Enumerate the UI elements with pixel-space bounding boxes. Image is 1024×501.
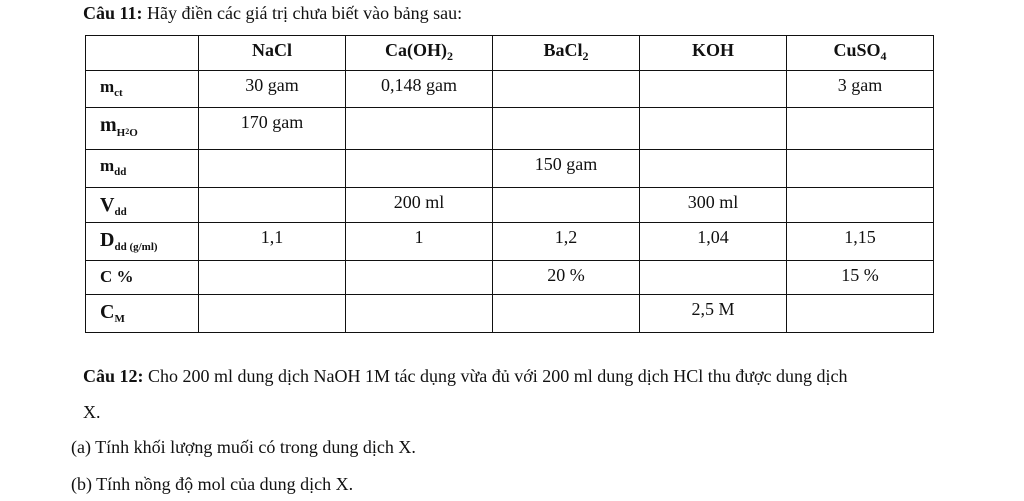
- row-label-mh2o: $m_H2_O$: [86, 108, 199, 150]
- table-cell: [493, 295, 640, 333]
- data-table: [85, 35, 934, 333]
- table-cell: [199, 150, 346, 188]
- table-cell: 150 gam: [493, 150, 640, 188]
- table-cell: 2,5 M: [640, 295, 787, 333]
- table-cell: [787, 295, 934, 333]
- table-row: [86, 71, 934, 108]
- table-cell: [787, 188, 934, 223]
- question-12: [83, 366, 848, 387]
- header-row: [86, 36, 934, 71]
- table-cell: [640, 71, 787, 108]
- corner-cell: [86, 36, 199, 71]
- table-cell: 1,2: [493, 223, 640, 261]
- table-row: [86, 295, 934, 333]
- question-12-continuation: X.: [83, 402, 101, 422]
- table-row: [86, 223, 934, 261]
- table-cell: 30 gam: [199, 71, 346, 108]
- table-cell: [640, 108, 787, 150]
- header-cuso4: CuSO$_4$: [787, 36, 934, 71]
- question-11-label: Câu 11:: [83, 3, 143, 23]
- row-label-mdd: $m_{dd}$: [86, 150, 199, 188]
- table-cell: [346, 261, 493, 295]
- table-cell: 3 gam: [787, 71, 934, 108]
- table-cell: [199, 188, 346, 223]
- table-cell: [346, 150, 493, 188]
- question-12-part-b: (b) Tính nồng độ mol của dung dịch X.: [71, 474, 354, 494]
- table-cell: 1,15: [787, 223, 934, 261]
- table-cell: 170 gam: [199, 108, 346, 150]
- question-11: [83, 3, 462, 24]
- question-12-part-a: (a) Tính khối lượng muối có trong dung dịch X.: [71, 437, 416, 457]
- table-cell: [493, 108, 640, 150]
- header-nacl: NaCl: [199, 36, 346, 71]
- header-caoh2: $Ca(OH)_2$: [346, 36, 493, 71]
- table-cell: [493, 71, 640, 108]
- table-cell: 200 ml: [346, 188, 493, 223]
- table-cell: [493, 188, 640, 223]
- table-cell: [199, 295, 346, 333]
- table-cell: [640, 261, 787, 295]
- table-cell: 300 ml: [640, 188, 787, 223]
- row-label-vdd: $V_{dd}$: [86, 188, 199, 223]
- question-12-text: Cho 200 ml dung dịch NaOH 1M tác dụng vừa đủ với 200 ml dung dịch HCl thu được dung dịch: [148, 366, 848, 386]
- table-cell: 1,04: [640, 223, 787, 261]
- header-koh: KOH: [640, 36, 787, 71]
- table-cell: [346, 295, 493, 333]
- table-cell: 1,1: [199, 223, 346, 261]
- row-label-cm: $C_M$: [86, 295, 199, 333]
- question-12-label: Câu 12:: [83, 366, 144, 386]
- row-label-ddd: $D_{dd (g/ml)}$: [86, 223, 199, 261]
- table-cell: 0,148 gam: [346, 71, 493, 108]
- table-row: [86, 261, 934, 295]
- table-cell: 15 %: [787, 261, 934, 295]
- table-cell: [787, 150, 934, 188]
- row-label-mct: $m_{ct}$: [86, 71, 199, 108]
- row-label-c-percent: C %: [86, 261, 199, 295]
- table-cell: [640, 150, 787, 188]
- question-11-text: Hãy điền các giá trị chưa biết vào bảng sau:: [147, 3, 463, 23]
- table-cell: [199, 261, 346, 295]
- table-row: [86, 188, 934, 223]
- header-bacl2: BaCl$_2$: [493, 36, 640, 71]
- table-cell: 20 %: [493, 261, 640, 295]
- table-cell: [787, 108, 934, 150]
- table-cell: 1: [346, 223, 493, 261]
- table-row: [86, 150, 934, 188]
- table-row: [86, 108, 934, 150]
- table-cell: [346, 108, 493, 150]
